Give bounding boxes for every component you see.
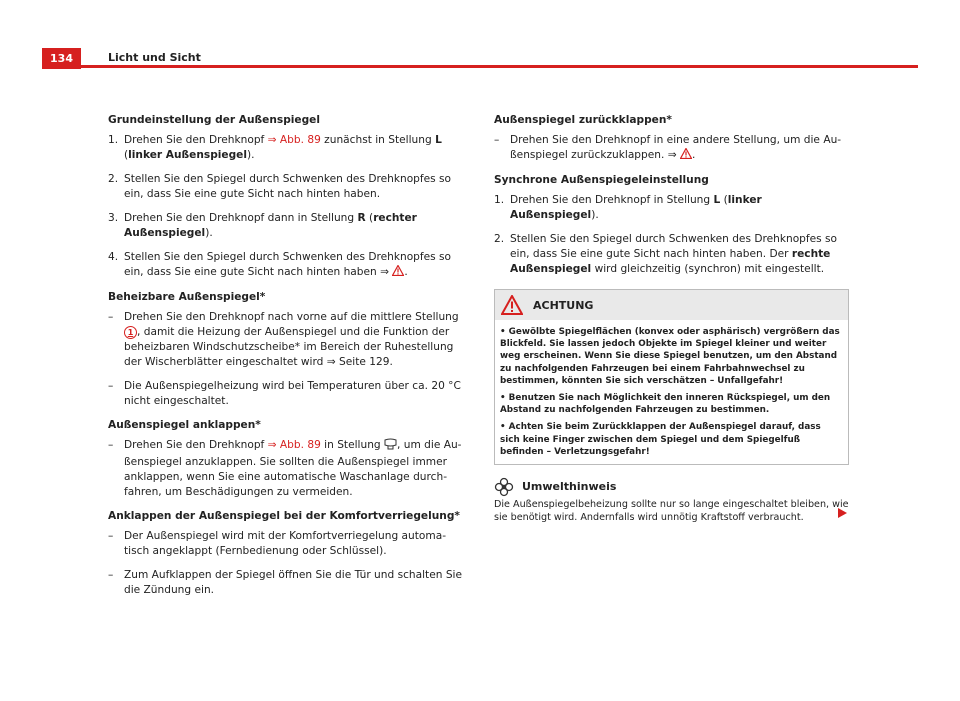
- komfort-item-1: – Der Außenspiegel wird mit der Komfortverriegelung automatisch angeklappt (Fernbedienung oder Schlüssel).: [108, 530, 447, 557]
- step-2: 2. Stellen Sie den Spiegel durch Schwenken des Drehknopfes so ein, dass Sie eine gute Sicht nach hinten haben.: [108, 173, 452, 200]
- heading-beheizbare: Beheizbare Außenspiegel*: [108, 291, 266, 303]
- environment-title: Umwelthinweis: [522, 480, 617, 494]
- heading-anklappen: Außenspiegel anklappen*: [108, 419, 261, 431]
- sync-step-2: 2. Stellen Sie den Spiegel durch Schwenken des Drehknopfes so ein, dass Sie eine gute Sicht nach hinten haben. Der rechte Außenspiegel wird gleichzeitig (synchron) mit eingestellt.: [494, 233, 838, 275]
- heading-synchrone: Synchrone Außenspiegeleinstellung: [494, 174, 709, 186]
- heading-grundeinstellung: Grundeinstellung der Außenspiegel: [108, 114, 320, 126]
- heading-komfortverriegelung: Anklappen der Außenspiegel bei der Komfortverriegelung*: [108, 510, 460, 522]
- heizung-item-1: – Drehen Sie den Drehknopf nach vorne auf die mittlere Stellung 1 , damit die Heizung der Außenspiegel und die Funktion der beheizbaren Windschutzscheibe* im Bereich der Ruhestellung der Wischerblätter eingeschaltet wird ⇒ Seite 129.: [108, 311, 459, 368]
- step-1: 1. Drehen Sie den Drehknopf ⇒ Abb. 89 zunächst in Stellung L (linker Außenspiegel).: [108, 134, 442, 161]
- next-page-arrow-icon[interactable]: [838, 508, 847, 523]
- page-number: 134: [42, 48, 81, 69]
- warning-bullet-3: • Achten Sie beim Zurückklappen der Außenspiegel darauf, dass sich keine Finger zwischen dem Spiegel und dem Spiegelfuß befinden – Verletzungsgefahr!: [500, 422, 821, 457]
- warning-box-header: [495, 290, 848, 320]
- figure-reference-link[interactable]: ⇒ Abb. 89: [267, 134, 321, 146]
- heizung-item-2: – Die Außenspiegelheizung wird bei Temperaturen über ca. 20 °C nicht eingeschaltet.: [108, 380, 461, 407]
- left-column: [108, 113, 463, 607]
- header-rule: [81, 65, 918, 68]
- warning-title: ACHTUNG: [533, 299, 594, 312]
- flower-icon: [494, 477, 514, 502]
- step-3: 3. Drehen Sie den Drehknopf dann in Stellung R (rechter Außenspiegel).: [108, 212, 417, 239]
- environment-text: Die Außenspiegelbeheizung sollte nur so lange eingeschaltet bleiben, wie sie benötigt wird. Andernfalls wird unnötig Kraftstoff verbraucht.: [494, 499, 849, 524]
- position-1-marker: 1: [124, 326, 137, 339]
- section-title: Licht und Sicht: [108, 51, 201, 64]
- warning-bullet-2: • Benutzen Sie nach Möglichkeit den inneren Rückspiegel, um den Abstand zu nachfolgenden Fahrzeugen zu bestimmen.: [500, 393, 831, 416]
- folded-mirror-icon: [384, 438, 397, 455]
- heading-zurueckklappen: Außenspiegel zurückklappen*: [494, 114, 672, 126]
- warning-box-body: [495, 320, 848, 464]
- warning-bullet-1: • Gewölbte Spiegelflächen (konvex oder asphärisch) vergrößern das Blickfeld. Sie lassen jedoch Objekte im Spiegel kleiner und weiter weg erscheinen. Wenn Sie diese Spiegel benutzen, um den Abstand zu nachfolgenden Fahrzeugen bei einem Fahrbahnwechsel zu bestimmen, könnten Sie sich verschätzen – Unfallgefahr!: [500, 327, 840, 386]
- figure-reference-link[interactable]: ⇒ Abb. 89: [267, 439, 321, 451]
- anklappen-item-1: – Drehen Sie den Drehknopf ⇒ Abb. 89 in Stellung , um die Außenspiegel anzuklappen. Sie sollten die Außenspiegel immer anklappen, wenn Sie eine automatische Waschanlage durchfahren, um Beschädigungen zu vermeiden.: [108, 439, 462, 498]
- step-4: 4. Stellen Sie den Spiegel durch Schwenken des Drehknopfes so ein, dass Sie eine gute Sicht nach hinten haben ⇒ .: [108, 250, 463, 281]
- warning-triangle-icon[interactable]: [392, 265, 404, 281]
- sync-step-1: 1. Drehen Sie den Drehknopf in Stellung L (linker Außenspiegel).: [494, 194, 762, 221]
- warning-box: [494, 289, 849, 465]
- komfort-item-2: – Zum Aufklappen der Spiegel öffnen Sie die Tür und schalten Sie die Zündung ein.: [108, 569, 463, 596]
- zurueck-item-1: – Drehen Sie den Drehknopf in eine andere Stellung, um die Außenspiegel zurückzuklappen. ⇒ .: [494, 133, 849, 164]
- warning-triangle-icon[interactable]: [680, 148, 692, 164]
- environment-note: [494, 479, 849, 524]
- warning-triangle-icon: [501, 295, 523, 320]
- right-column: [494, 113, 849, 524]
